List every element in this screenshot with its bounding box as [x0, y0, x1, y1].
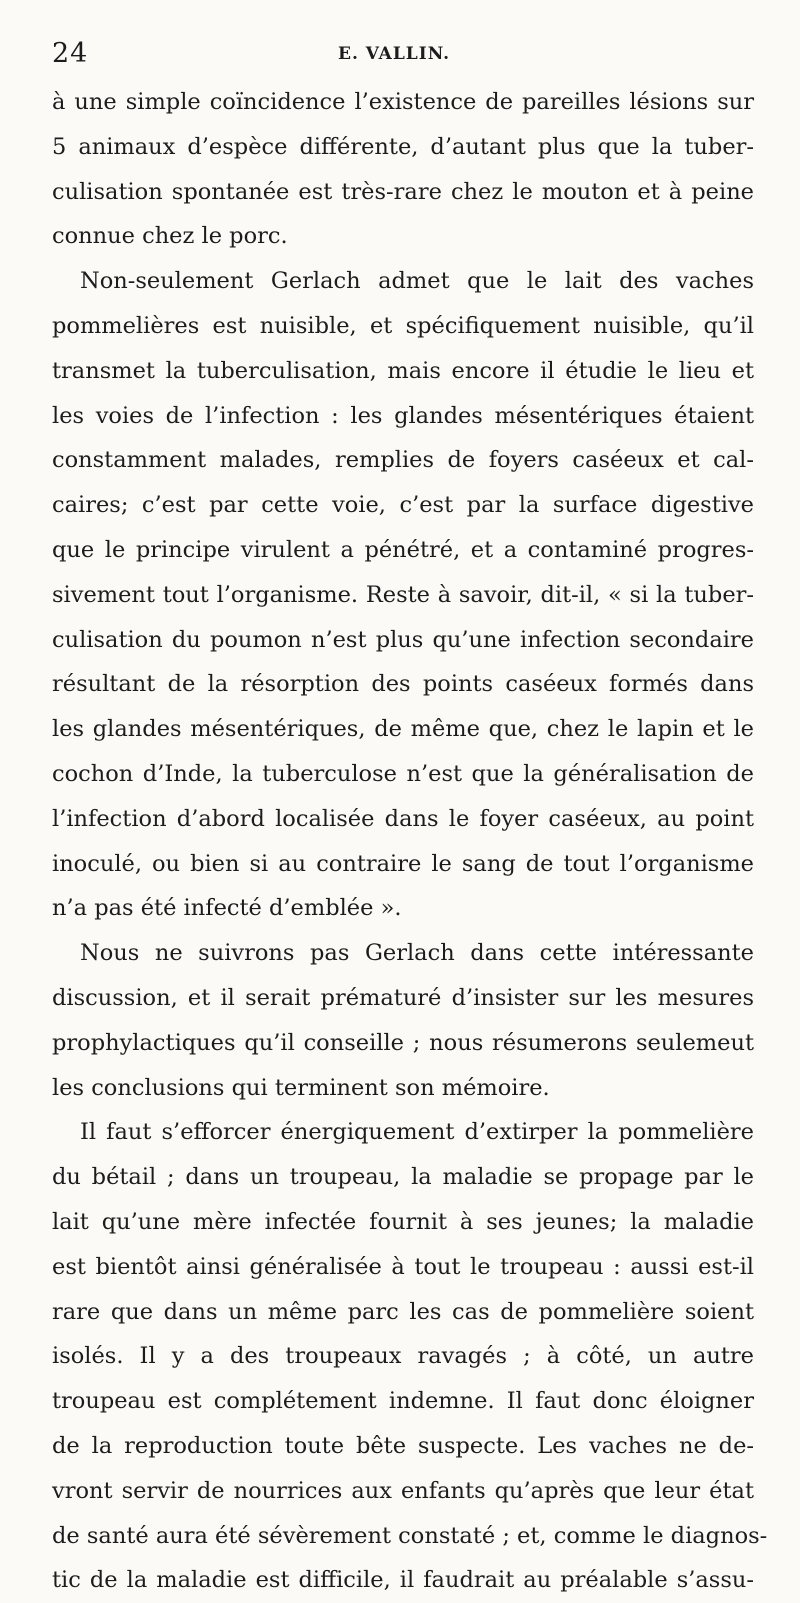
- body-text: [52, 80, 768, 1603]
- text-line: du bétail ; dans un troupeau, la maladie se propage par le: [52, 1164, 754, 1191]
- text-line: vront servir de nourrices aux enfants qu’après que leur état: [52, 1477, 754, 1504]
- text-line: à une simple coïncidence l’existence de pareilles lésions sur: [52, 89, 754, 115]
- text-line: pommelières est nuisible, et spécifiquement nuisible, qu’il: [52, 312, 754, 339]
- text-line: caires; c’est par cette voie, c’est par la surface digestive: [52, 492, 754, 519]
- text-line: les voies de l’infection : les glandes mésentériques étaient: [52, 402, 754, 429]
- text-line: que le principe virulent a pénétré, et a contaminé progres-: [52, 536, 754, 563]
- running-title: E. VALLIN.: [338, 44, 451, 64]
- text-line: transmet la tuberculisation, mais encore il étudie le lieu et: [52, 357, 754, 384]
- text-line: inoculé, ou bien si au contraire le sang de tout l’organisme: [52, 850, 754, 877]
- page-number: 24: [52, 38, 89, 69]
- text-line: les conclusions qui terminent son mémoire.: [52, 1074, 550, 1101]
- text-line: les glandes mésentériques, de même que, chez le lapin et le: [52, 716, 754, 743]
- text-line: Nous ne suivrons pas Gerlach dans cette intéressante: [80, 940, 754, 967]
- text-line: prophylactiques qu’il conseille ; nous résumerons seulemeut: [52, 1029, 754, 1056]
- text-line: culisation du poumon n’est plus qu’une infection secondaire: [52, 626, 754, 653]
- running-head: [52, 28, 754, 72]
- text-line: cochon d’Inde, la tuberculose n’est que la généralisation de: [52, 760, 754, 787]
- text-line: sivement tout l’organisme. Reste à savoir, dit-il, « si la tuber-: [52, 581, 754, 608]
- text-line: culisation spontanée est très-rare chez le mouton et à peine: [52, 178, 754, 205]
- text-line: isolés. Il y a des troupeaux ravagés ; à côté, un autre: [52, 1343, 754, 1370]
- text-line: Non-seulement Gerlach admet que le lait des vaches: [80, 268, 754, 295]
- text-line: l’infection d’abord localisée dans le foyer caséeux, au point: [52, 805, 754, 832]
- text-line: de la reproduction toute bête suspecte. Les vaches ne de-: [52, 1432, 754, 1459]
- text-line: Il faut s’efforcer énergiquement d’extirper la pommelière: [80, 1119, 754, 1146]
- text-line: est bientôt ainsi généralisée à tout le troupeau : aussi est-il: [52, 1253, 754, 1280]
- text-line: lait qu’une mère infectée fournit à ses jeunes; la maladie: [52, 1208, 754, 1235]
- text-line: 5 animaux d’espèce différente, d’autant plus que la tuber-: [52, 133, 754, 160]
- text-line: tic de la maladie est difficile, il faudrait au préalable s’assu-: [52, 1567, 754, 1594]
- text-line: rare que dans un même parc les cas de pommelière soient: [52, 1298, 754, 1325]
- text-line: discussion, et il serait prématuré d’insister sur les mesures: [52, 984, 754, 1011]
- text-line: constamment malades, remplies de foyers caséeux et cal-: [52, 447, 754, 474]
- text-line: de santé aura été sévèrement constaté ; et, comme le diagnos-: [52, 1522, 768, 1549]
- text-line: connue chez le porc.: [52, 223, 288, 250]
- text-line: résultant de la résorption des points caséeux formés dans: [52, 671, 754, 698]
- text-line: troupeau est complétement indemne. Il faut donc éloigner: [52, 1388, 754, 1415]
- text-line: n’a pas été infecté d’emblée ».: [52, 895, 402, 922]
